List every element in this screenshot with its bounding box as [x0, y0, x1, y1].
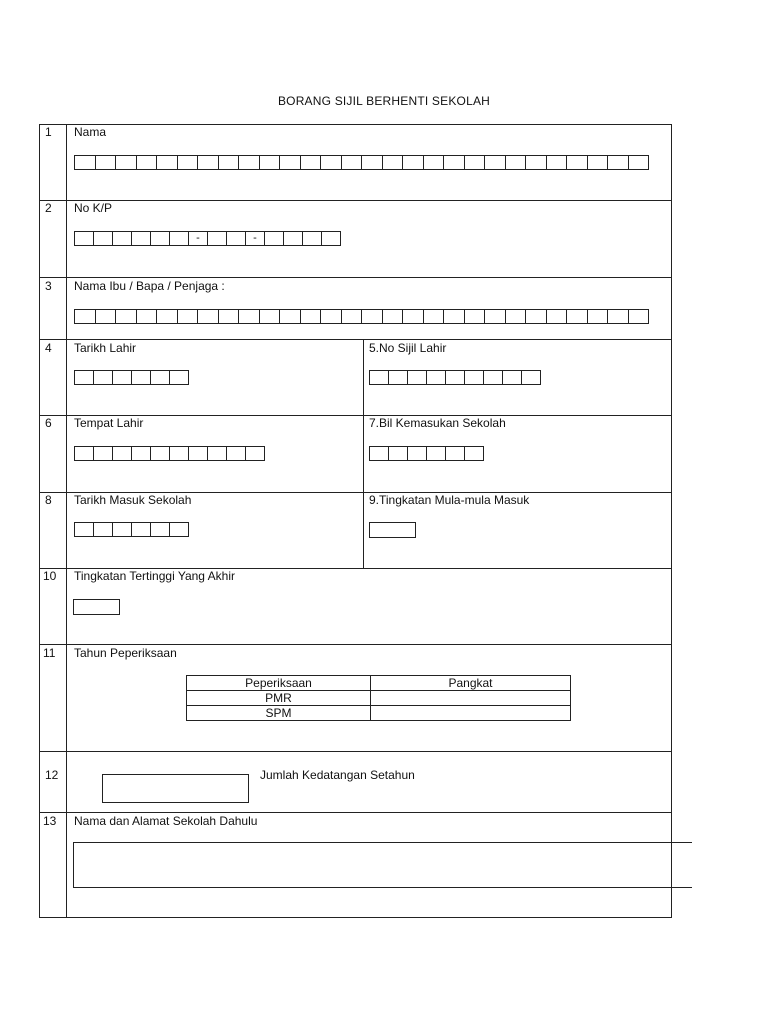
header-peperiksaan: Peperiksaan: [187, 676, 371, 691]
row-number: 12: [45, 768, 59, 782]
row-separator: [39, 644, 672, 645]
table-row: [187, 691, 571, 706]
row-separator: [39, 277, 672, 278]
tingkatan-mula-input[interactable]: [369, 522, 416, 538]
header-pangkat: Pangkat: [371, 676, 571, 691]
exam-name: SPM: [187, 706, 371, 721]
row-separator: [39, 812, 672, 813]
label-tingkatan-mula: 9.Tingkatan Mula-mula Masuk: [369, 493, 530, 507]
label-bil-kemasukan: 7.Bil Kemasukan Sekolah: [369, 416, 506, 430]
bil-kemasukan-input-boxes[interactable]: [369, 446, 484, 461]
tarikh-masuk-input-boxes[interactable]: [74, 522, 189, 537]
exam-name: PMR: [187, 691, 371, 706]
kp-separator: -: [245, 231, 265, 246]
row-number: 1: [45, 125, 52, 139]
nama-penjaga-input-boxes[interactable]: [74, 309, 649, 324]
tempat-lahir-input-boxes[interactable]: [74, 446, 265, 461]
table-row: [187, 706, 571, 721]
label-no-sijil-lahir: 5.No Sijil Lahir: [369, 341, 447, 355]
label-jumlah-kedatangan: Jumlah Kedatangan Setahun: [260, 768, 415, 782]
label-tarikh-lahir: Tarikh Lahir: [74, 341, 137, 355]
row-separator: [39, 751, 672, 752]
tingkatan-tertinggi-input[interactable]: [73, 599, 120, 615]
label-no-kp: No K/P: [74, 201, 113, 215]
row-number: 13: [43, 814, 57, 828]
number-column-divider: [66, 124, 67, 918]
row-number: 3: [45, 279, 52, 293]
exam-table: [186, 675, 571, 721]
label-nama-penjaga: Nama Ibu / Bapa / Penjaga :: [74, 279, 225, 293]
label-tingkatan-tertinggi: Tingkatan Tertinggi Yang Akhir: [74, 569, 235, 583]
label-tempat-lahir: Tempat Lahir: [74, 416, 144, 430]
row-number: 6: [45, 416, 52, 430]
middle-column-divider: [363, 339, 364, 568]
form-title: BORANG SIJIL BERHENTI SEKOLAH: [277, 94, 491, 108]
kp-separator: -: [188, 231, 208, 246]
label-nama: Nama: [74, 125, 107, 139]
label-tarikh-masuk: Tarikh Masuk Sekolah: [74, 493, 192, 507]
row-separator: [39, 200, 672, 201]
alamat-sekolah-input[interactable]: [73, 842, 692, 888]
label-alamat-sekolah: Nama dan Alamat Sekolah Dahulu: [74, 814, 258, 828]
jumlah-kedatangan-input[interactable]: [102, 774, 249, 803]
grade-input[interactable]: [371, 706, 571, 721]
no-sijil-lahir-input-boxes[interactable]: [369, 370, 541, 385]
label-tahun-peperiksaan: Tahun Peperiksaan: [74, 646, 177, 660]
row-number: 8: [45, 493, 52, 507]
no-kp-input-boxes[interactable]: [74, 231, 341, 246]
table-header-row: [187, 676, 571, 691]
tarikh-lahir-input-boxes[interactable]: [74, 370, 189, 385]
row-number: 10: [43, 569, 57, 583]
row-number: 11: [43, 646, 56, 660]
row-number: 2: [45, 201, 52, 215]
row-number: 4: [45, 341, 52, 355]
grade-input[interactable]: [371, 691, 571, 706]
row-separator: [39, 339, 672, 340]
nama-input-boxes[interactable]: [74, 155, 649, 170]
